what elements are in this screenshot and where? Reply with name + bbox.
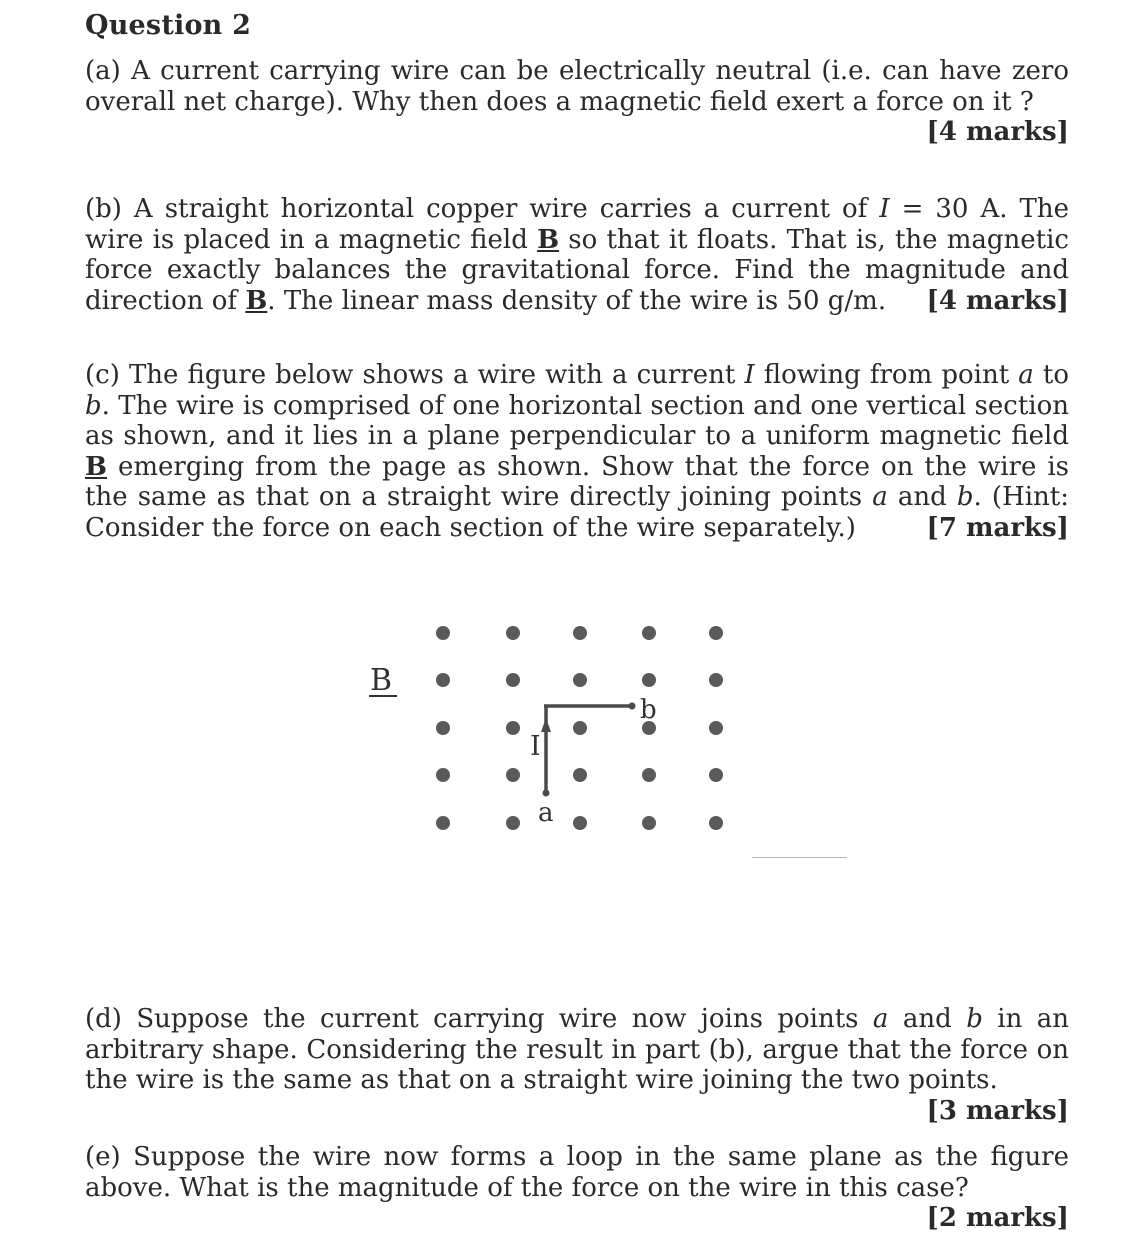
part-a-marks: [4 marks] — [926, 117, 1069, 147]
current-arrow-icon — [541, 718, 551, 732]
figure-svg — [360, 605, 760, 855]
part-c — [85, 360, 1069, 543]
field-dot-icon — [506, 768, 520, 782]
field-dot-icon — [573, 816, 587, 830]
part-a — [85, 56, 1069, 148]
field-dot-icon — [709, 768, 723, 782]
field-dot-icon — [642, 626, 656, 640]
field-dot-icon — [436, 626, 450, 640]
part-b-marks: [4 marks] — [926, 285, 1069, 316]
part-c-marks: [7 marks] — [926, 512, 1069, 543]
point-a-marker — [543, 790, 550, 797]
part-c-text-5: emerging from the page as shown. Show that the force on the wire is the same as that on a straight wire directly joining points — [85, 451, 1069, 512]
part-e-marks: [2 marks] — [926, 1203, 1069, 1233]
field-symbol: B — [85, 451, 107, 482]
part-e-text-1: (e) Suppose the wire now forms a loop in the same plane as the figure above. What is the magnitude of the force on the wire in this case? — [85, 1142, 1069, 1203]
field-dot-icon — [506, 626, 520, 640]
part-c-text-4: . The wire is comprised of one horizontal section and one vertical section as shown, and it lies in a plane perpendicular to a uniform magnetic field — [85, 390, 1069, 451]
part-c-text — [85, 360, 1069, 543]
point-b-marker — [629, 703, 636, 710]
field-symbol: B — [245, 285, 268, 316]
field-dot-icon — [436, 673, 450, 687]
question-heading: Question 2 — [85, 10, 252, 41]
part-b-text-1: (b) A straight horizontal copper wire carries a current of — [85, 194, 880, 224]
current-label: I — [530, 731, 541, 762]
field-dot-icon — [709, 721, 723, 735]
field-dot-grid — [436, 626, 723, 830]
field-dot-icon — [573, 626, 587, 640]
part-a-text: (a) A current carrying wire can be electrically neutral (i.e. can have zero overall net charge). Why then does a magnetic field exert a force on it ? — [85, 56, 1069, 117]
part-e — [85, 1142, 1069, 1234]
part-b-text-4: . The linear mass density of the wire is 50 g/m. — [267, 285, 887, 316]
part-c-text-6: and — [887, 482, 957, 512]
part-b-text-3: so that it floats. That is, the magnetic force exactly balances the gravitational force. Find the magnitude and direction of — [85, 224, 1069, 316]
part-b-text — [85, 194, 1069, 316]
part-d-text-1: (d) Suppose the current carrying wire now joins points — [85, 1004, 873, 1034]
field-dot-icon — [506, 816, 520, 830]
part-d-text — [85, 1004, 1069, 1126]
point-a-symbol: a — [872, 1004, 889, 1034]
part-b-text-2: = 30 A. The wire is placed in a magnetic field — [85, 194, 1069, 255]
point-b-symbol: b — [966, 1004, 983, 1034]
field-label: B — [370, 663, 393, 698]
current-symbol: I — [879, 194, 890, 224]
part-b — [85, 194, 1069, 316]
current-symbol: I — [744, 360, 755, 390]
part-e-text — [85, 1142, 1069, 1233]
field-dot-icon — [573, 673, 587, 687]
field-dot-icon — [709, 673, 723, 687]
point-b-symbol: b — [85, 390, 102, 421]
point-a-label: a — [538, 798, 554, 828]
point-a-symbol: a — [1018, 360, 1034, 390]
scan-artifact-line — [752, 857, 847, 858]
field-dot-icon — [506, 721, 520, 735]
field-dot-icon — [709, 816, 723, 830]
field-dot-icon — [573, 768, 587, 782]
field-symbol: B — [537, 224, 560, 255]
point-a-symbol: a — [872, 482, 888, 512]
part-d-marks: [3 marks] — [926, 1095, 1069, 1126]
field-dot-icon — [642, 816, 656, 830]
part-c-text-1: (c) The figure below shows a wire with a current — [85, 360, 745, 390]
field-dot-icon — [709, 626, 723, 640]
part-d-text-2: and — [888, 1004, 967, 1034]
point-b-symbol: b — [956, 482, 974, 512]
wire-field-figure — [360, 605, 760, 855]
part-d-text-3: in an arbitrary shape. Considering the result in part (b), argue that the force on the wire is the same as that on a straight wire joining the two points. — [85, 1004, 1069, 1095]
field-dot-icon — [642, 673, 656, 687]
part-d — [85, 1004, 1069, 1126]
field-dot-icon — [436, 721, 450, 735]
field-dot-icon — [573, 721, 587, 735]
part-c-text-7: . (Hint: Consider the force on each section of the wire separately.) — [85, 482, 1070, 543]
field-dot-icon — [642, 768, 656, 782]
part-c-text-3: to — [1033, 360, 1069, 390]
field-dot-icon — [506, 673, 520, 687]
field-dot-icon — [436, 816, 450, 830]
part-c-text-2: flowing from point — [754, 360, 1019, 390]
field-dot-icon — [436, 768, 450, 782]
point-b-label: b — [640, 695, 657, 725]
